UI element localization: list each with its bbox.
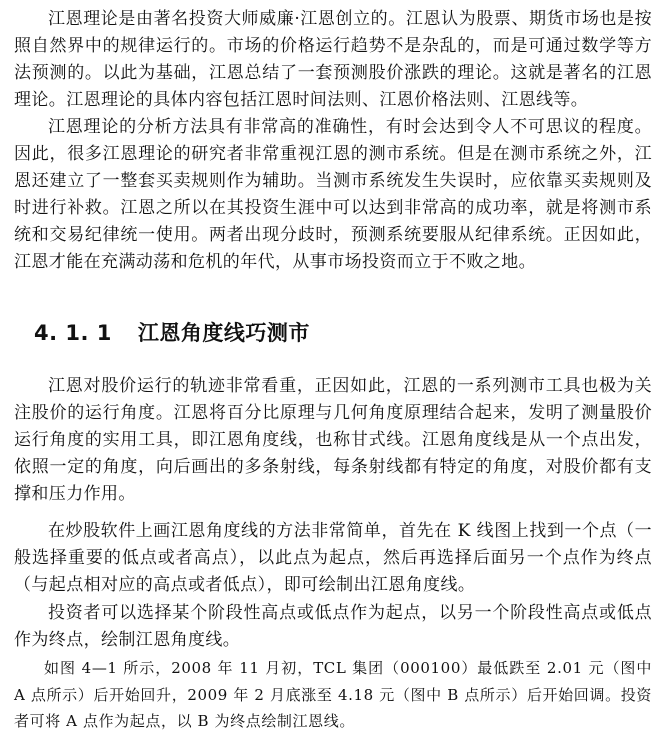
section-heading	[34, 318, 310, 348]
section-number: 4. 1. 1	[34, 321, 112, 345]
intro-paragraph-2: 江恩理论的分析方法具有非常高的准确性，有时会达到令人不可思议的程度。因此，很多江恩理论的研究者非常重视江恩的测市系统。但是在测市系统之外，江恩还建立了一整套买卖规则作为辅助。当测市系统发生失误时，应依靠买卖规则及时进行补救。江恩之所以在其投资生涯中可以达到非常高的成功率，就是将测市系统和交易纪律统一使用。两者出现分歧时，预测系统要服从纪律系统。正因如此，江恩才能在充满动荡和危机的年代，从事市场投资而立于不败之地。	[14, 117, 652, 272]
figure-description-paragraph: 如图 4—1 所示，2008 年 11 月初，TCL 集团（000100）最低跌至 2.01 元（图中 A 点所示）后开始回升，2009 年 2 月底涨至 4.18 元（图中 B 点所示）后开始回调。投资者可将 A 点作为起点，以 B 为终点绘制江恩线。	[14, 659, 652, 730]
section-title: 江恩角度线巧测市	[137, 321, 310, 345]
section-paragraph-2: 在炒股软件上画江恩角度线的方法非常简单，首先在 K 线图上找到一个点（一般选择重要的低点或者高点），以此点为起点，然后再选择后面另一个点作为终点（与起点相对应的高点或者低点），即可绘制出江恩角度线。	[14, 521, 652, 595]
section-paragraph-3: 投资者可以选择某个阶段性高点或低点作为起点，以另一个阶段性高点或低点作为终点，绘制江恩角度线。	[14, 603, 652, 650]
section-paragraph-1: 江恩对股价运行的轨迹非常看重，正因如此，江恩的一系列测市工具也极为关注股价的运行角度。江恩将百分比原理与几何角度原理结合起来，发明了测量股价运行角度的实用工具，即江恩角度线，也称甘式线。江恩角度线是从一个点出发，依照一定的角度，向后画出的多条射线，每条射线都有特定的角度，对股价都有支撑和压力作用。	[14, 376, 652, 504]
intro-paragraph-1: 江恩理论是由著名投资大师威廉·江恩创立的。江恩认为股票、期货市场也是按照自然界中的规律运行的。市场的价格运行趋势不是杂乱的，而是可通过数学等方法预测的。以此为基础，江恩总结了一套预测股价涨跌的理论。这就是著名的江恩理论。江恩理论的具体内容包括江恩时间法则、江恩价格法则、江恩线等。	[14, 9, 652, 110]
